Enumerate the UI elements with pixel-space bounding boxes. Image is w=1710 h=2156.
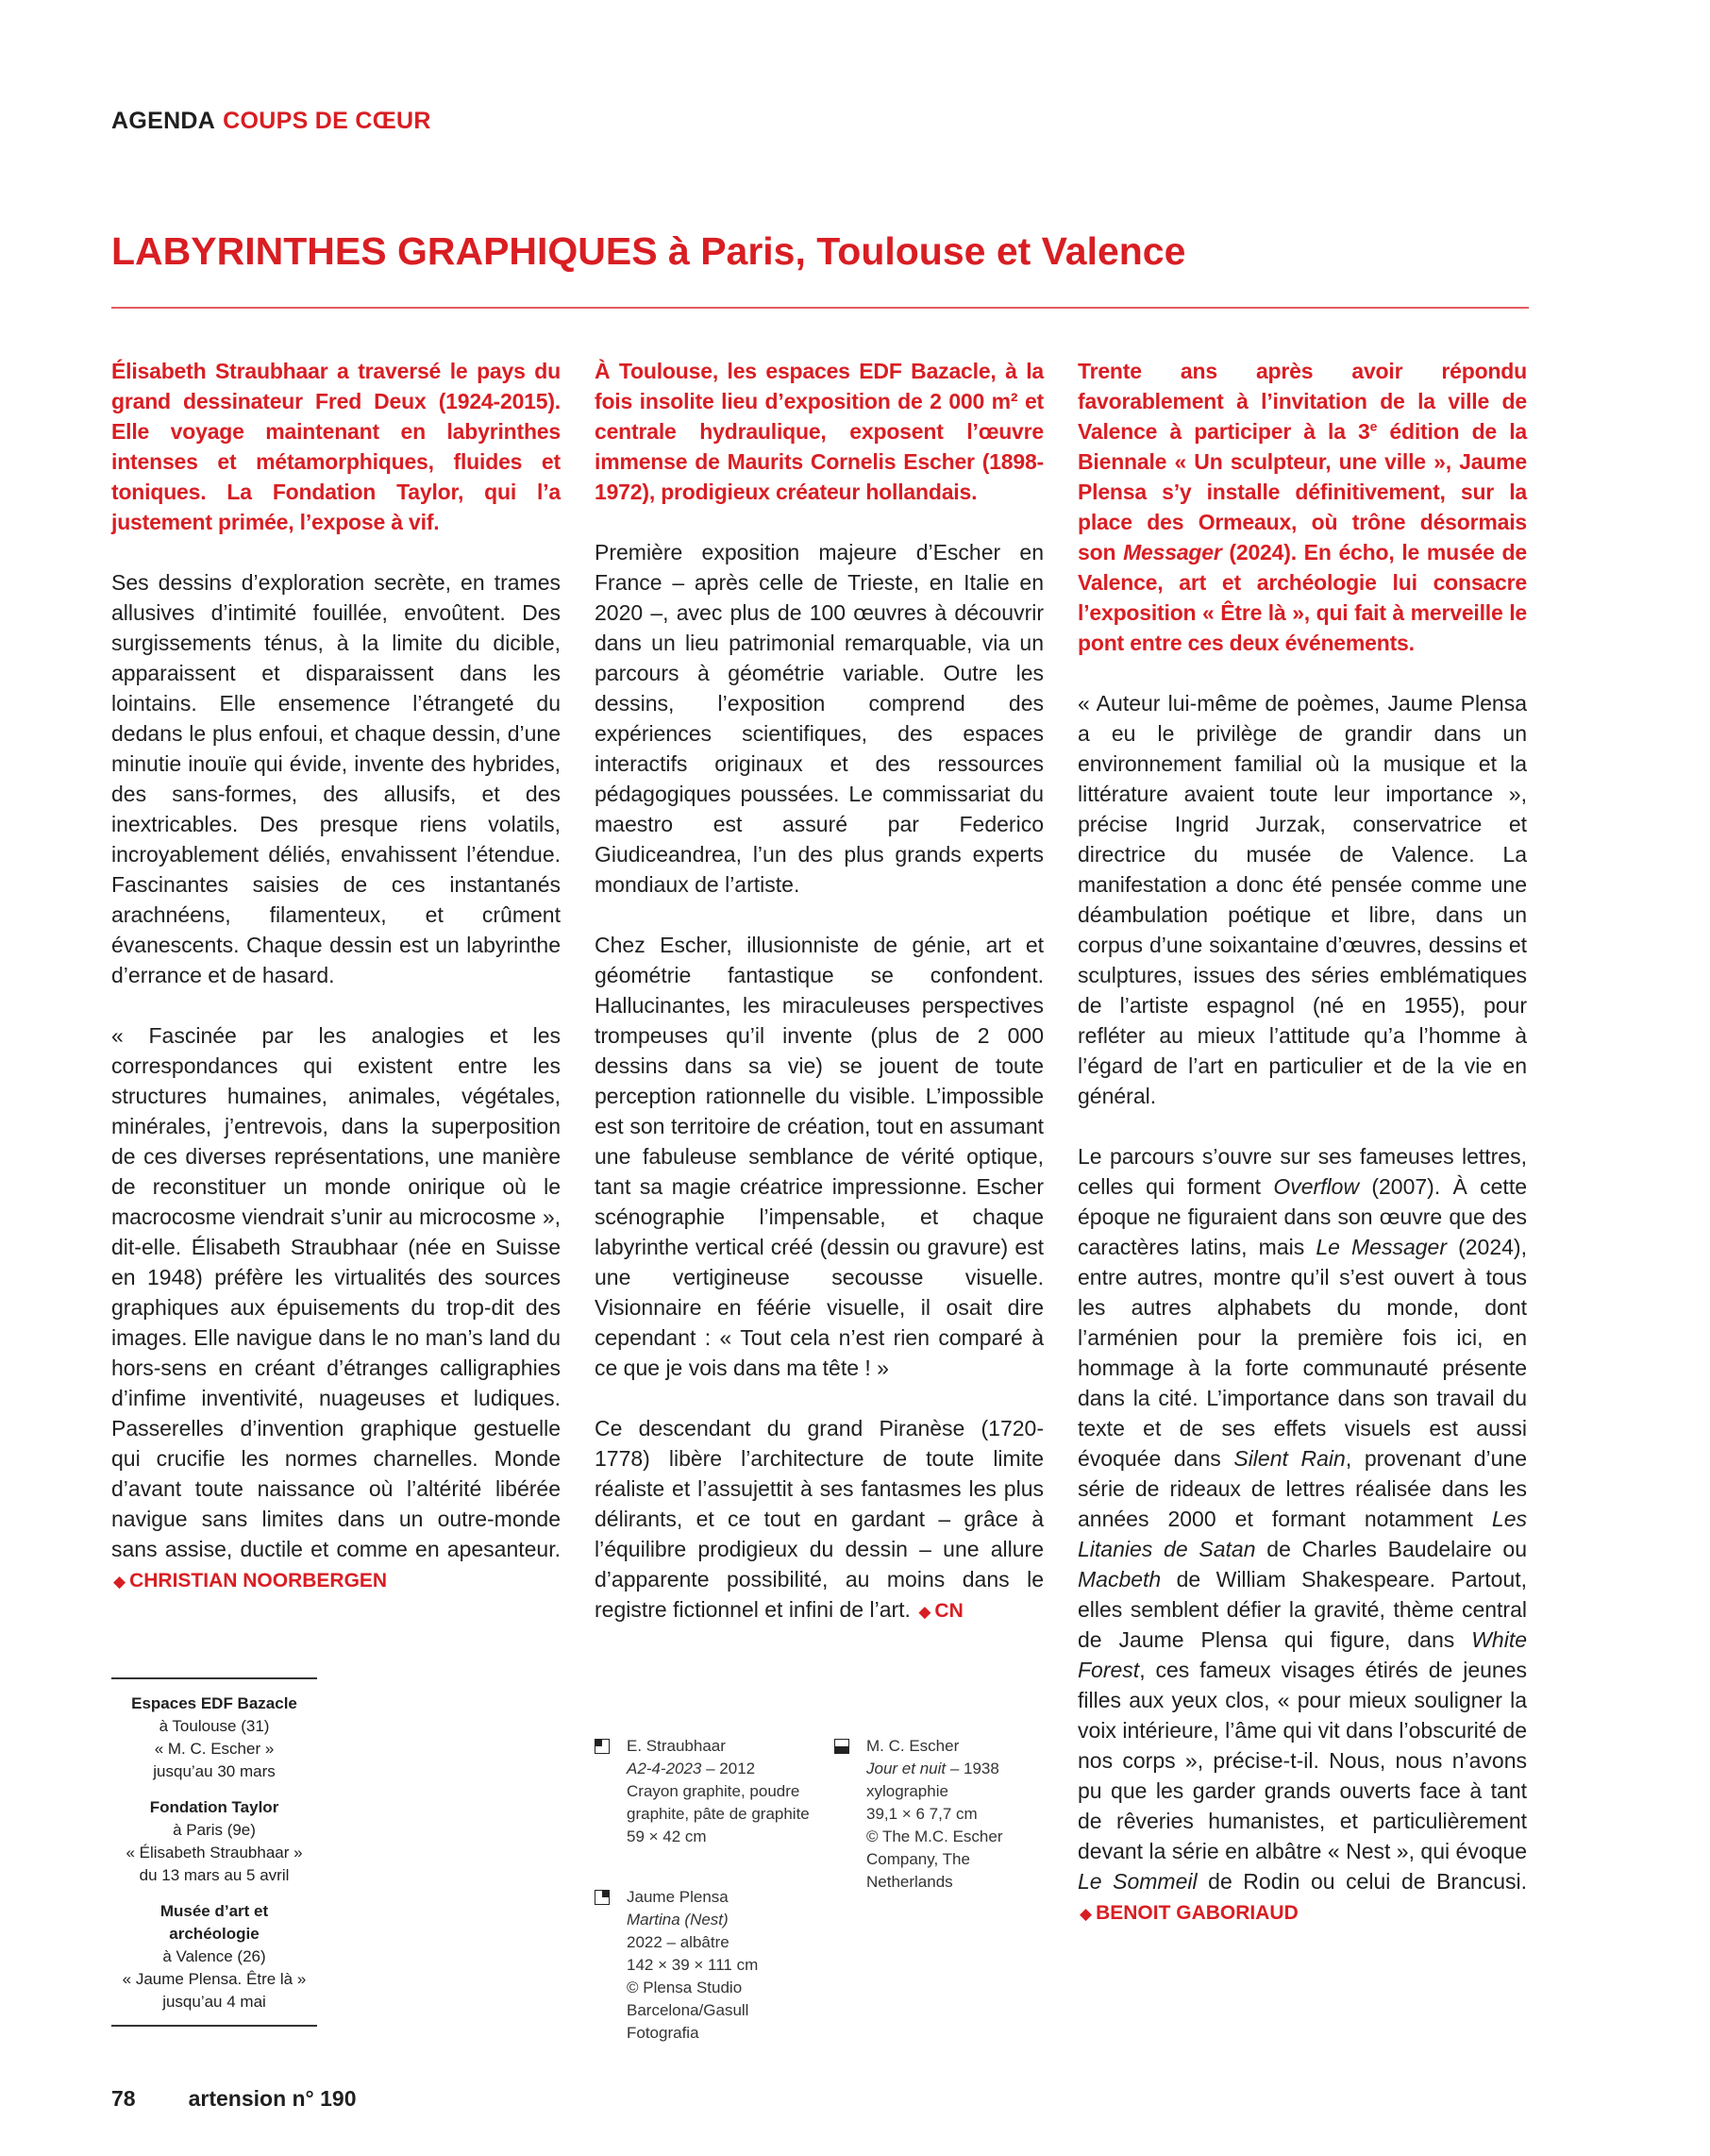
caption-artist: M. C. Escher (866, 1737, 960, 1755)
author-byline: CN (934, 1600, 964, 1622)
article-column-straubhaar (111, 356, 561, 1627)
caption-work: Jour et nuit – 1938 (866, 1760, 999, 1777)
caption-credit: © Plensa Studio Barcelona/Gasull Fotografia (627, 1979, 749, 2042)
exhibition-dates: jusqu’au 4 mai (162, 1993, 266, 2011)
author-byline: BENOIT GABORIAUD (1096, 1902, 1299, 1924)
venue-entry (111, 1693, 317, 1783)
page-number: 78 (111, 2086, 136, 2111)
section-header (111, 108, 431, 135)
venue-place: à Paris (9e) (173, 1821, 256, 1839)
body-paragraph: Chez Escher, illusionniste de génie, art et géométrie fantastique se confondent. Hallucinantes, les miraculeuses perspectives trompeuses qu’il invente (plus de 2 000 dessins dans sa vie) se jouent de toute perception rationnelle du visible. L’impossible est son territoire de création, tout en assumant une fabuleuse semblance de vérité optique, tant sa magie créatrice impressionne. Escher scénographie l’impensable, et chaque labyrinthe vertical créé (dessin ou gravure) est une vertigineuse secousse visuelle. Visionnaire en féérie visuelle, il osait dire cependant : « Tout cela n’est rien comparé à ce que je vois dans ma tête ! » (595, 933, 1044, 1380)
exhibition-dates: du 13 mars au 5 avril (139, 1866, 290, 1884)
image-position-top-right-icon (595, 1890, 610, 1905)
venue-place: à Toulouse (31) (159, 1717, 270, 1735)
section-label: AGENDA (111, 108, 216, 134)
article-column-escher (595, 356, 1044, 1658)
lead-paragraph: Trente ans après avoir répondu favorablement à l’invitation de la ville de Valence à participer à la 3e édition de la Biennale « Un sculpteur, une ville », Jaume Plensa s’y installe définitivement, sur la place des Ormeaux, où trône désormais son Messager (2024). En écho, le musée de Valence, art et archéologie lui consacre l’exposition « Être là », qui fait à merveille le pont entre ces deux événements. (1078, 359, 1528, 655)
subsection-label: COUPS DE CŒUR (223, 108, 431, 134)
article-column-plensa (1078, 356, 1527, 1960)
exhibition-info-box (111, 1677, 317, 2027)
caption-medium: 2022 – albâtre (627, 1933, 729, 1951)
caption-size: 59 × 42 cm (627, 1828, 707, 1845)
lead-paragraph: À Toulouse, les espaces EDF Bazacle, à la fois insolite lieu d’exposition de 2 000 m² et centrale hydraulique, exposent l’œuvre immense de Maurits Cornelis Escher (1898-1972), prodigieux créateur hollandais. (595, 359, 1044, 504)
body-text: Ce descendant du grand Piranèse (1720-1778) libère l’architecture de toute limite réaliste et l’assujettit à ses fantasmes les plus délirants, et ce tout en gardant – grâce à l’équilibre prodigieux du dessin – une allure d’apparente possibilité, au moins dans le registre fictionnel et infini de l’art. (595, 1416, 1044, 1622)
caption-size: 39,1 × 6 7,7 cm (866, 1805, 978, 1823)
caption-medium: Crayon graphite, poudre graphite, pâte de graphite (627, 1782, 810, 1823)
diamond-icon: ◆ (113, 1573, 126, 1591)
caption-work: Martina (Nest) (627, 1911, 729, 1929)
venue-place: à Valence (26) (162, 1947, 266, 1965)
image-caption (866, 1735, 1055, 1894)
body-text: « Fascinée par les analogies et les correspondances qui existent entre les structures humaines, animales, végétales, minérales, j’entrevois, dans la superposition de ces diverses représentations, une manière de reconstituer un monde onirique où le macrocosme viendrait s’unir au microcosme », dit-elle. Élisabeth Straubhaar (née en Suisse en 1948) préfère les virtualités des sources graphiques aux épuisements du trop-dit des images. Elle navigue dans le no man’s land du hors-sens en créant d’étranges calligraphies d’infime inventivité, nuageuses et ludiques. Passerelles d’invention graphique gestuelle qui crucifie les normes charnelles. Monde d’avant toute naissance où l’altérité libérée navigue sans limites dans un outre-monde sans assise, ductile et comme en apesanteur. (111, 1023, 561, 1561)
image-position-top-left-icon (595, 1739, 610, 1754)
title-divider (111, 307, 1529, 309)
venue-entry (111, 1796, 317, 1887)
diamond-icon: ◆ (918, 1603, 931, 1621)
exhibition-dates: jusqu’au 30 mars (153, 1762, 276, 1780)
image-caption (627, 1886, 815, 2045)
venue-entry (111, 1900, 317, 2013)
caption-artist: Jaume Plensa (627, 1888, 729, 1906)
body-paragraph (111, 1020, 561, 1597)
body-paragraph: Ses dessins d’exploration secrète, en trames allusives d’intimité fouillée, envoûtent. Des surgissements ténus, à la limite du dicible, apparaissent et disparaissent dans les lointains. Elle ensemence l’étrangeté du dedans le plus enfoui, et chaque dessin, d’une minutie inouïe qui évide, invente des hybrides, des sans-formes, des allusifs, et des inextricables. Des presque riens volatils, incroyablement déliés, envahissent l’étendue. Fascinantes saisies de ces instantanés arachnéens, filamenteux, et crûment évanescents. Chaque dessin est un labyrinthe d’errance et de hasard. (111, 570, 561, 987)
body-paragraph: « Auteur lui-même de poèmes, Jaume Plensa a eu le privilège de grandir dans un environnement familial où la musique et la littérature avaient toute leur importance », précise Ingrid Jurzak, conservatrice et directrice du musée de Valence. La manifestation a donc été pensée comme une déambulation poétique et libre, dans un corpus d’une soixantaine d’œuvres, dessins et sculptures, issues des séries emblématiques de l’artiste espagnol (né en 1955), pour refléter au mieux l’attitude qu’a l’homme à l’égard de l’art en particulier et de la vie en général. (1078, 691, 1527, 1108)
author-byline: CHRISTIAN NOORBERGEN (129, 1570, 388, 1592)
body-paragraph: Le parcours s’ouvre sur ses fameuses lettres, celles qui forment Overflow (2007). À cette époque ne figuraient dans son œuvre que des caractères latins, mais Le Messager (2024), entre autres, montre qu’il s’est ouvert à tous les autres alphabets du monde, dont l’arménien pour la première fois ici, en hommage à la forte communauté présente dans la cité. L’importance dans son travail du texte et de ses effets visuels est aussi évoquée dans Silent Rain, provenant d’une série de rideaux de lettres réalisée dans les années 2000 et formant notamment Les Litanies de Satan de Charles Baudelaire ou Macbeth de William Shakespeare. Partout, elles semblent défier la gravité, thème central de Jaume Plensa qui figure, dans White Forest, ces fameux visages étirés de jeunes filles aux yeux clos, « pour mieux souligner la voix intérieure, l’âme qui vit dans l’obscurité de nos corps », précise-t-il. Nous, nous n’avons pu que les garder grands ouverts face à tant de rêveries humanistes, et particulièrement devant la série en albâtre « Nest », qui évoque Le Sommeil de Rodin ou celui de Brancusi. ◆ BENOIT GABORIAUD (1078, 1144, 1528, 1924)
caption-size: 142 × 39 × 111 cm (627, 1956, 759, 1974)
caption-medium: xylographie (866, 1782, 948, 1800)
image-caption (627, 1735, 815, 1848)
caption-credit: © The M.C. Escher Company, The Netherlands (866, 1828, 1003, 1891)
exhibition-name: « M. C. Escher » (154, 1740, 275, 1758)
diamond-icon: ◆ (1080, 1905, 1093, 1923)
magazine-issue: artension n° 190 (188, 2086, 357, 2111)
exhibition-name: « Élisabeth Straubhaar » (126, 1844, 303, 1861)
image-position-bottom-icon (834, 1739, 849, 1754)
venue-name: Espaces EDF Bazacle (131, 1694, 297, 1712)
venue-name: Musée d’art et archéologie (159, 1902, 269, 1943)
article-title: LABYRINTHES GRAPHIQUES à Paris, Toulouse et Valence (111, 229, 1186, 273)
body-paragraph: Première exposition majeure d’Escher en France – après celle de Trieste, en Italie en 2020 –, avec plus de 100 œuvres à découvrir dans un lieu patrimonial remarquable, via un parcours à géométrie variable. Outre les dessins, l’exposition comprend des expériences scientifiques, des espaces interactifs originaux et des ressources pédagogiques poussées. Le commissariat du maestro est assuré par Federico Giudiceandrea, l’un des plus grands experts mondiaux de l’artiste. (595, 540, 1044, 897)
caption-work: A2-4-2023 – 2012 (627, 1760, 756, 1777)
lead-paragraph: Élisabeth Straubhaar a traversé le pays du grand dessinateur Fred Deux (1924-2015). Elle voyage maintenant en labyrinthes intenses et métamorphiques, fluides et toniques. La Fondation Taylor, qui l’a justement primée, l’expose à vif. (111, 359, 561, 534)
venue-name: Fondation Taylor (149, 1798, 279, 1816)
page-footer (111, 2086, 357, 2112)
exhibition-name: « Jaume Plensa. Être là » (122, 1970, 307, 1988)
body-paragraph (595, 1413, 1044, 1627)
caption-artist: E. Straubhaar (627, 1737, 726, 1755)
